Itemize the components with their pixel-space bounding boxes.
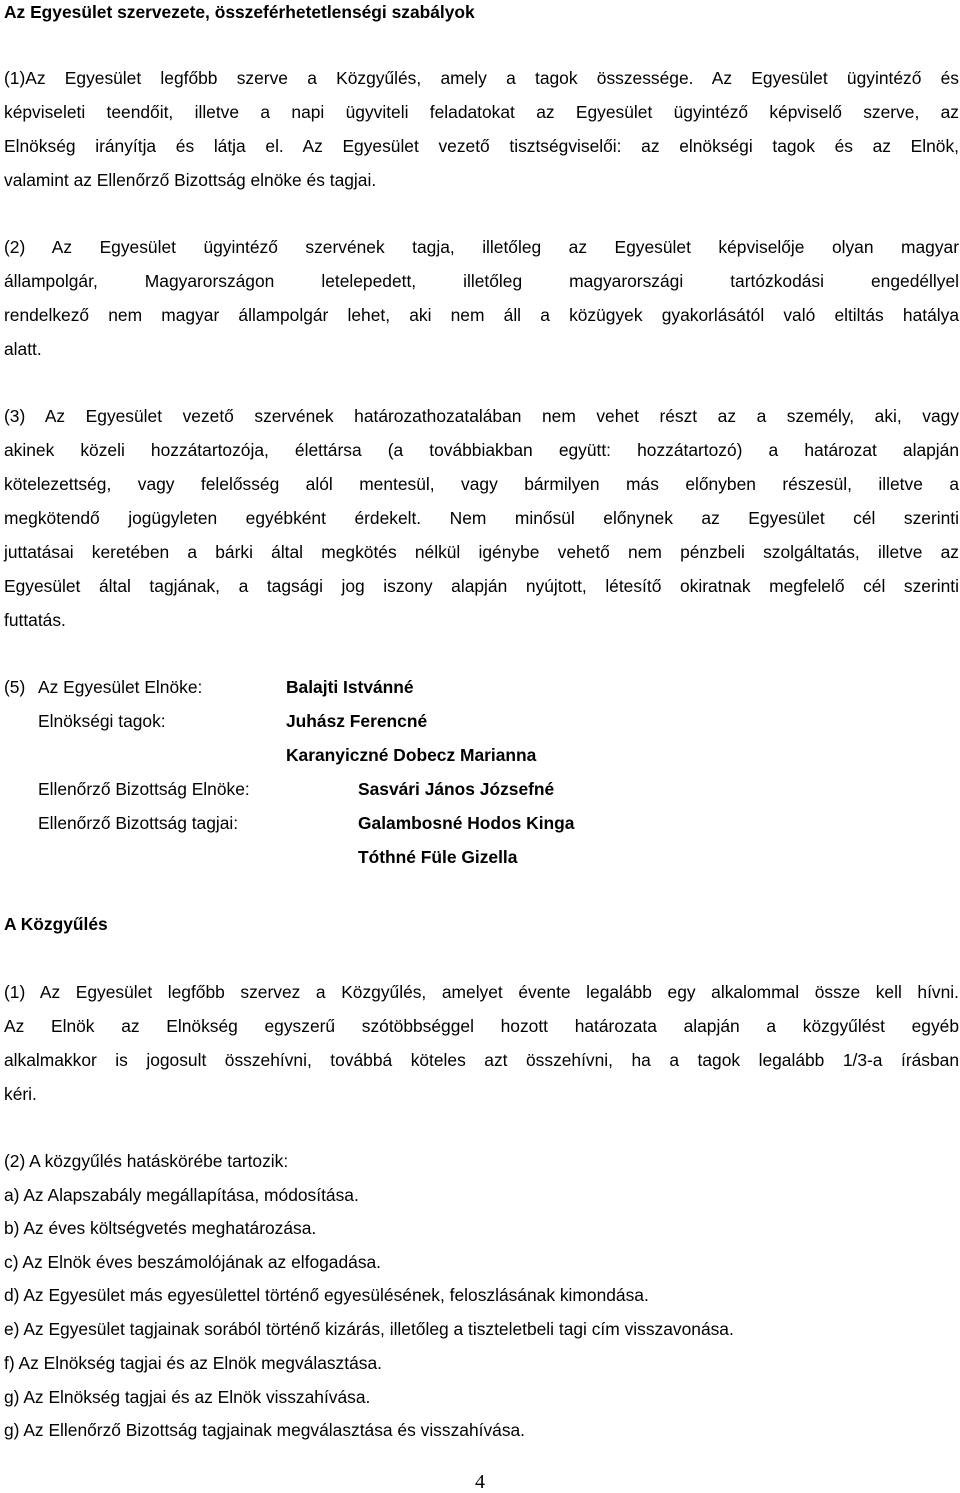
list-item: a) Az Alapszabály megállapítása, módosítása. [4, 1185, 359, 1205]
paragraph-line: kötelezettség, vagy felelősség alól mentesül, vagy bármilyen más előnyben részesül, illetve a [4, 474, 959, 494]
president-label: Az Egyesület Elnöke: [38, 677, 203, 697]
paragraph-line: alatt. [4, 339, 42, 359]
supervisory-chair-name: Sasvári János Józsefné [358, 779, 555, 799]
president-name: Balajti Istvánné [286, 677, 414, 697]
supervisory-members-label: Ellenőrző Bizottság tagjai: [38, 813, 239, 833]
list-item: c) Az Elnök éves beszámolójának az elfogadása. [4, 1252, 382, 1272]
section-title: Az Egyesület szervezete, összeférhetetlenségi szabályok [4, 2, 475, 22]
paragraph-line: akinek közeli hozzátartozója, élettársa (a továbbiakban együtt: hozzátartozó) a határozat alapján [4, 440, 959, 460]
paragraph-line: (1)Az Egyesület legfőbb szerve a Közgyűlés, amely a tagok összessége. Az Egyesület ügyintéző és [4, 68, 959, 88]
list-item: b) Az éves költségvetés meghatározása. [4, 1218, 317, 1238]
paragraph-line: megkötendő jogügyleten egyébként érdekelt. Nem minősül előnynek az Egyesület cél szerinti [4, 508, 959, 528]
paragraph-line: juttatásai keretében a bárki által megkötés nélkül igénybe vehető nem pénzbeli szolgáltatás, illetve az [4, 542, 959, 562]
list-item: g) Az Elnökség tagjai és az Elnök visszahívása. [4, 1387, 371, 1407]
board-member: Juhász Ferencné [286, 711, 428, 731]
supervisory-member: Galambosné Hodos Kinga [358, 813, 575, 833]
officers-prefix: (5) [4, 677, 26, 697]
list-item: g) Az Ellenőrző Bizottság tagjainak megválasztása és visszahívása. [4, 1420, 526, 1440]
paragraph-line: Egyesület által tagjának, a tagsági jog iszony alapján nyújtott, létesítő okiratnak megfelelő cél szerinti [4, 576, 959, 596]
paragraph-line: alkalmakkor is jogosult összehívni, továbbá köteles azt összehívni, ha a tagok legalább 1/3-a írásban [4, 1050, 959, 1070]
paragraph-line: futtatás. [4, 610, 66, 630]
list-item: d) Az Egyesület más egyesülettel történő egyesülésének, feloszlásának kimondása. [4, 1285, 649, 1305]
powers-intro: (2) A közgyűlés hatáskörébe tartozik: [4, 1151, 289, 1171]
supervisory-chair-label: Ellenőrző Bizottság Elnöke: [38, 779, 250, 799]
paragraph-line: képviseleti teendőit, illetve a napi ügyviteli feladatokat az Egyesület ügyintéző képviselő szerve, az [4, 102, 959, 122]
page-number: 4 [475, 1471, 485, 1493]
paragraph-line: kéri. [4, 1084, 37, 1104]
list-item: e) Az Egyesület tagjainak sorából történő kizárás, illetőleg a tiszteletbeli tagi cím visszavonása. [4, 1319, 734, 1339]
paragraph-line: Elnökség irányítja és látja el. Az Egyesület vezető tisztségviselői: az elnökségi tagok és az Elnök, [4, 136, 959, 156]
list-item: f) Az Elnökség tagjai és az Elnök megválasztása. [4, 1353, 382, 1373]
paragraph-line: (1) Az Egyesület legfőbb szervez a Közgyűlés, amelyet évente legalább egy alkalommal össze kell hívni. [4, 982, 959, 1002]
paragraph-line: rendelkező nem magyar állampolgár lehet, aki nem áll a közügyek gyakorlásától való eltiltás hatálya [4, 305, 959, 325]
paragraph-line: valamint az Ellenőrző Bizottság elnöke és tagjai. [4, 170, 377, 190]
paragraph-line: (3) Az Egyesület vezető szervének határozathozatalában nem vehet részt az a személy, aki, vagy [4, 406, 959, 426]
board-member: Karanyiczné Dobecz Marianna [286, 745, 537, 765]
paragraph-line: Az Elnök az Elnökség egyszerű szótöbbséggel hozott határozata alapján a közgyűlést egyéb [4, 1016, 959, 1036]
paragraph-line: (2) Az Egyesület ügyintéző szervének tagja, illetőleg az Egyesület képviselője olyan magyar [4, 237, 959, 257]
supervisory-member: Tóthné Füle Gizella [358, 847, 518, 867]
board-label: Elnökségi tagok: [38, 711, 166, 731]
assembly-heading: A Közgyűlés [4, 914, 108, 934]
paragraph-line: állampolgár, Magyarországon letelepedett, illetőleg magyarországi tartózkodási engedéllyel [4, 271, 959, 291]
